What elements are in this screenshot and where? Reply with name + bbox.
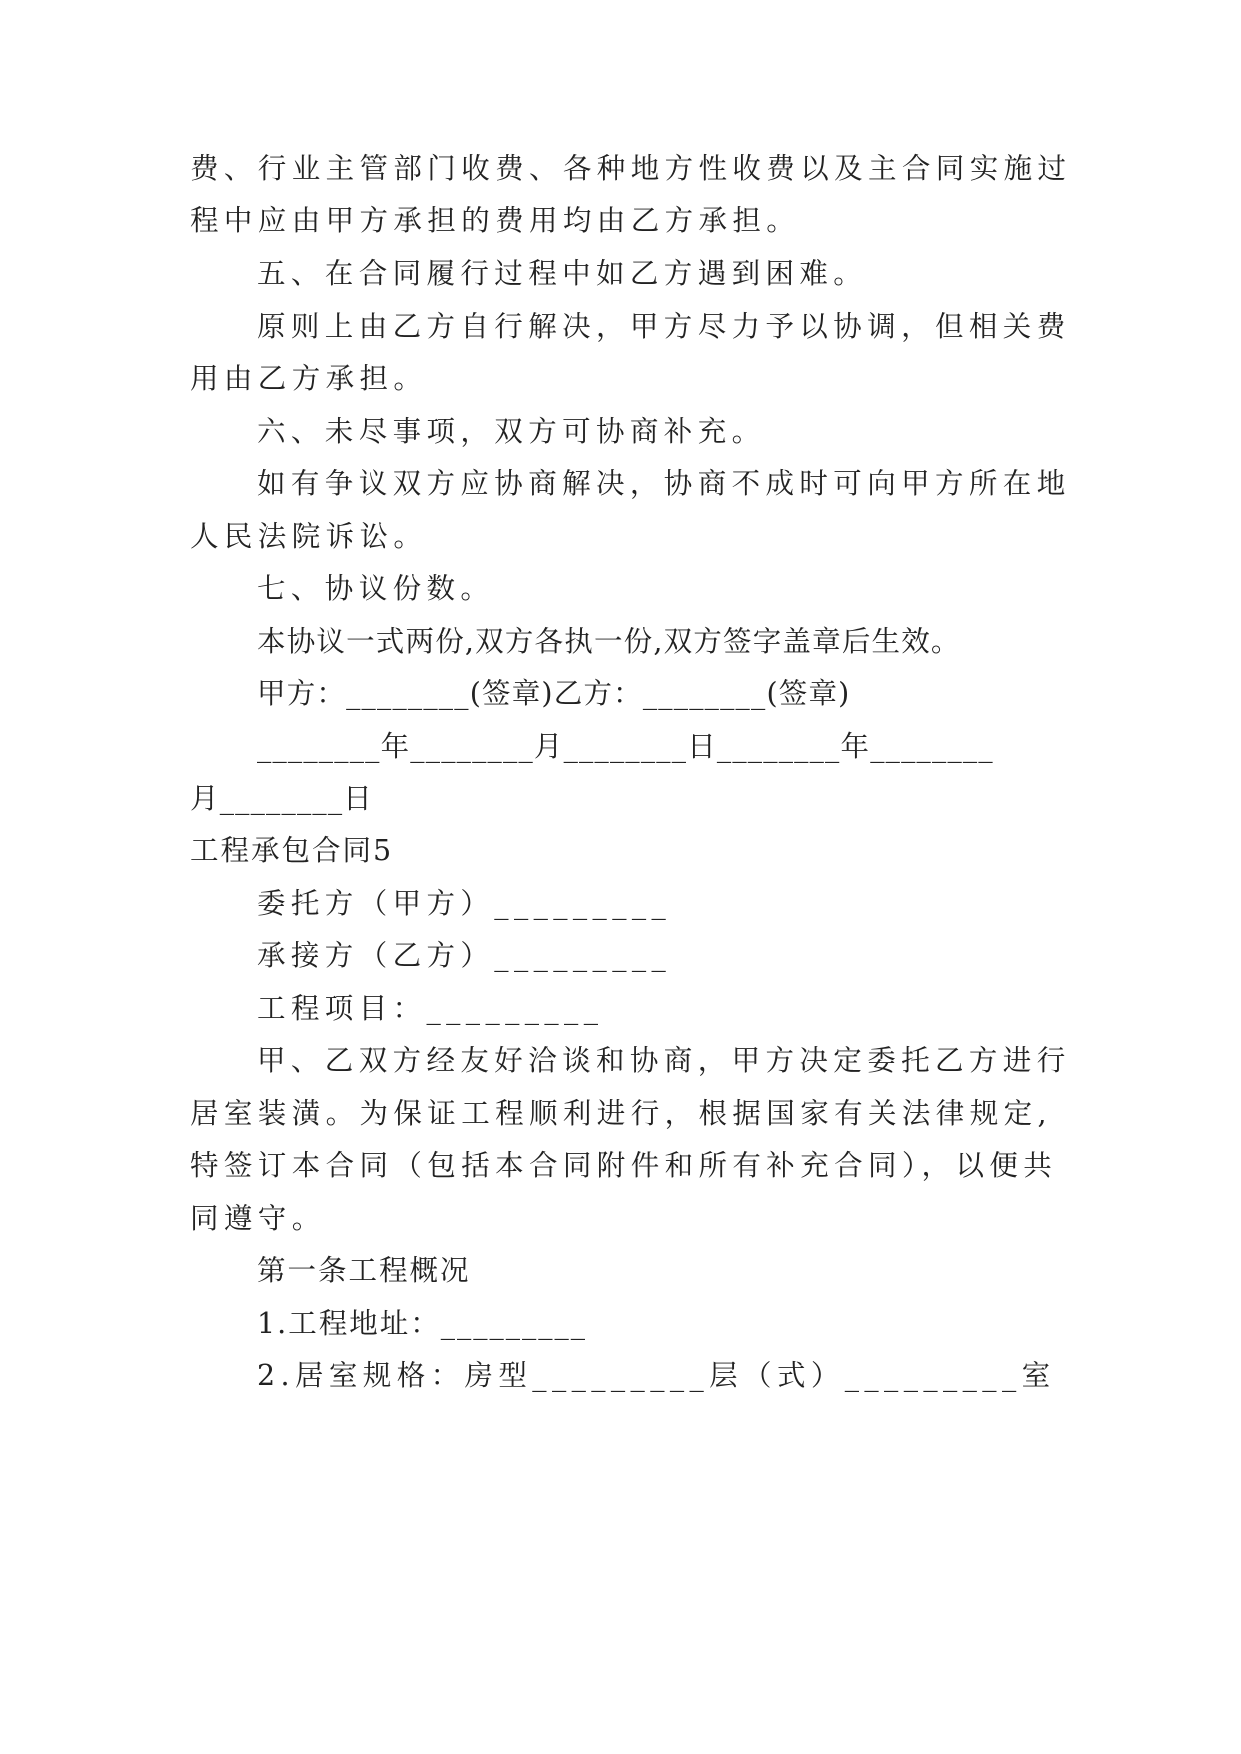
date-line: 月________日 [190,782,374,815]
room-spec-field: 2.居室规格：房型_________层（式）_________室 [257,1359,1056,1392]
clause-5-heading: 五、在合同履行过程中如乙方遇到困难。 [257,257,868,290]
text-line: 程中应由甲方承担的费用均由乙方承担。 [190,204,801,237]
text-line: 特签订本合同（包括本合同附件和所有补充合同），以便共 [190,1149,1058,1182]
text-line: 同遵守。 [190,1202,326,1235]
text-line: 居室装潢。为保证工程顺利进行，根据国家有关法律规定, [190,1097,1052,1130]
project-field: 工程项目：_________ [257,992,604,1025]
address-field: 1.工程地址：_________ [257,1307,587,1340]
text-line: 甲、乙双方经友好洽谈和协商，甲方决定委托乙方进行 [257,1044,1071,1077]
text-line: 费、行业主管部门收费、各种地方性收费以及主合同实施过 [190,152,1072,185]
clause-7-heading: 七、协议份数。 [257,572,495,605]
text-line: 原则上由乙方自行解决，甲方尽力予以协调，但相关费 [257,310,1071,343]
clause-6-heading: 六、未尽事项，双方可协商补充。 [257,415,766,448]
date-line: ________年________月________日________年________ [257,730,994,763]
signature-line: 甲方：________(签章)乙方：________(签章) [257,677,851,710]
text-line: 如有争议双方应协商解决，协商不成时可向甲方所在地 [257,467,1071,500]
text-line: 人民法院诉讼。 [190,520,428,553]
section-title: 工程承包合同5 [190,834,394,867]
party-b-field: 承接方（乙方）_________ [257,939,672,972]
text-line: 本协议一式两份,双方各执一份,双方签字盖章后生效。 [257,625,961,658]
text-line: 用由乙方承担。 [190,362,428,395]
party-a-field: 委托方（甲方）_________ [257,887,672,920]
article-1-heading: 第一条工程概况 [257,1254,471,1287]
